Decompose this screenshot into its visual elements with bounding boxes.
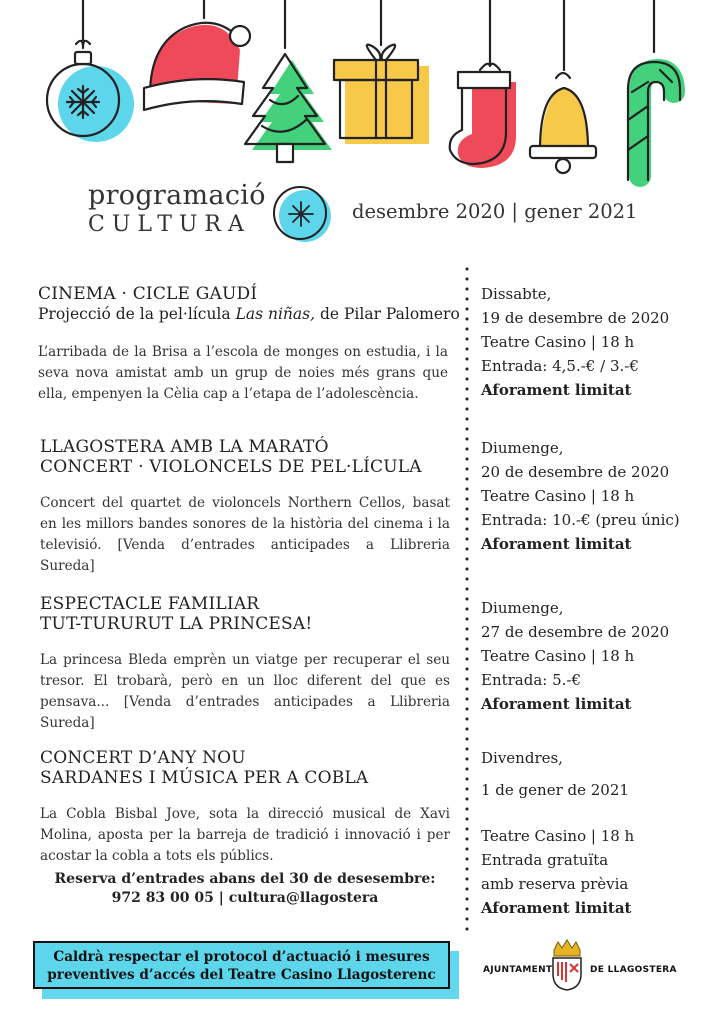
reservation-line1: Reserva d’entrades abans del 30 de desesembre: [54, 871, 436, 887]
event-3-description: La princesa Bleda emprèn un viatge per recuperar el seu tresor. El trobarà, però en un lloc diferent del que es pensava... [Venda d’entrades anticipades a Llibreria Sureda] [40, 652, 450, 731]
event-1-details [481, 282, 669, 402]
event-2-details [481, 436, 680, 556]
header-dates: desembre 2020 | gener 2021 [352, 200, 638, 223]
event-3-title: ESPECTACLE FAMILIAR TUT-TURURUT LA PRINCESA! [40, 594, 313, 634]
christmas-tree-icon [245, 0, 332, 162]
stocking-icon [450, 0, 516, 168]
event-2-description: Concert del quartet de violoncels Northern Cellos, basat en les millors bandes sonores de la història del cinema i la televisió. [Venda d’entrades anticipades a Llibreria Sureda] [40, 495, 450, 574]
dotted-divider [465, 264, 469, 932]
event-2-day: Diumenge, [481, 439, 564, 457]
event-2-venue: Teatre Casino | 18 h [481, 487, 635, 505]
event-2-price: Entrada: 10.-€ (preu únic) [481, 511, 680, 529]
event-4-date: 1 de gener de 2021 [481, 781, 629, 799]
reservation-contact[interactable]: 972 83 00 05 | cultura@llagostera [111, 890, 379, 906]
event-4-day: Divendres, [481, 749, 563, 767]
reservation-info [40, 870, 450, 908]
santa-hat-icon [144, 0, 250, 110]
header-line1: programació [88, 180, 266, 211]
event-4-title: CONCERT D’ANY NOU SARDANES I MÚSICA PER A COBLA [40, 748, 369, 788]
event-4-venue: Teatre Casino | 18 h [481, 827, 635, 845]
event-1-title: CINEMA · CICLE GAUDÍ [38, 284, 258, 304]
event-3-venue: Teatre Casino | 18 h [481, 647, 635, 665]
event-4-capacity: Aforament limitat [481, 899, 632, 917]
event-4-details [481, 746, 634, 920]
event-2-title: LLAGOSTERA AMB LA MARATÓ CONCERT · VIOLONCELS DE PEL·LÍCULA [40, 437, 422, 477]
candy-cane-icon [628, 0, 680, 180]
christmas-ornaments-banner [0, 0, 720, 190]
logo-text-left: AJUNTAMENT [483, 965, 553, 975]
covid-notice: Caldrà respectar el protocol d’actuació i mesures preventives d’accés del Teatre Casino Llagosterenc [33, 941, 450, 989]
event-1-capacity: Aforament limitat [481, 381, 632, 399]
event-2-date: 20 de desembre de 2020 [481, 463, 670, 481]
logo-text-right: DE LLAGOSTERA [590, 965, 677, 975]
snowflake-icon [271, 184, 331, 244]
snowflake-ball-icon [47, 0, 134, 142]
event-1-day: Dissabte, [481, 285, 552, 303]
header-line2: CULTURA [88, 212, 251, 237]
event-1-description: L’arribada de la Brisa a l’escola de monges on estudia, i la seva nova amistat amb un grup de noies més grans que ella, empenyen la Cèlia cap a l’etapa de l’adolescència. [38, 344, 448, 402]
gift-box-icon [334, 0, 429, 144]
event-1-price: Entrada: 4,5.-€ / 3.-€ [481, 357, 639, 375]
event-1-subtitle: Projecció de la pel·lícula Las niñas, de Pilar Palomero [38, 305, 460, 323]
event-3-capacity: Aforament limitat [481, 695, 632, 713]
event-3-price: Entrada: 5.-€ [481, 671, 582, 689]
event-3-date: 27 de desembre de 2020 [481, 623, 670, 641]
event-3-day: Diumenge, [481, 599, 564, 617]
event-3-details [481, 596, 669, 716]
coat-of-arms-icon [548, 938, 586, 992]
event-1-date: 19 de desembre de 2020 [481, 309, 670, 327]
event-2-capacity: Aforament limitat [481, 535, 632, 553]
event-4-description: La Cobla Bisbal Jove, sota la direcció musical de Xavi Molina, aposta per la barreja de tradició i innovació i per acostar la cobla a tots els públics. [40, 806, 450, 864]
event-4-price-note: amb reserva prèvia [481, 875, 629, 893]
bell-icon [530, 0, 596, 173]
event-1-venue: Teatre Casino | 18 h [481, 333, 635, 351]
event-4-price: Entrada gratuïta [481, 851, 609, 869]
